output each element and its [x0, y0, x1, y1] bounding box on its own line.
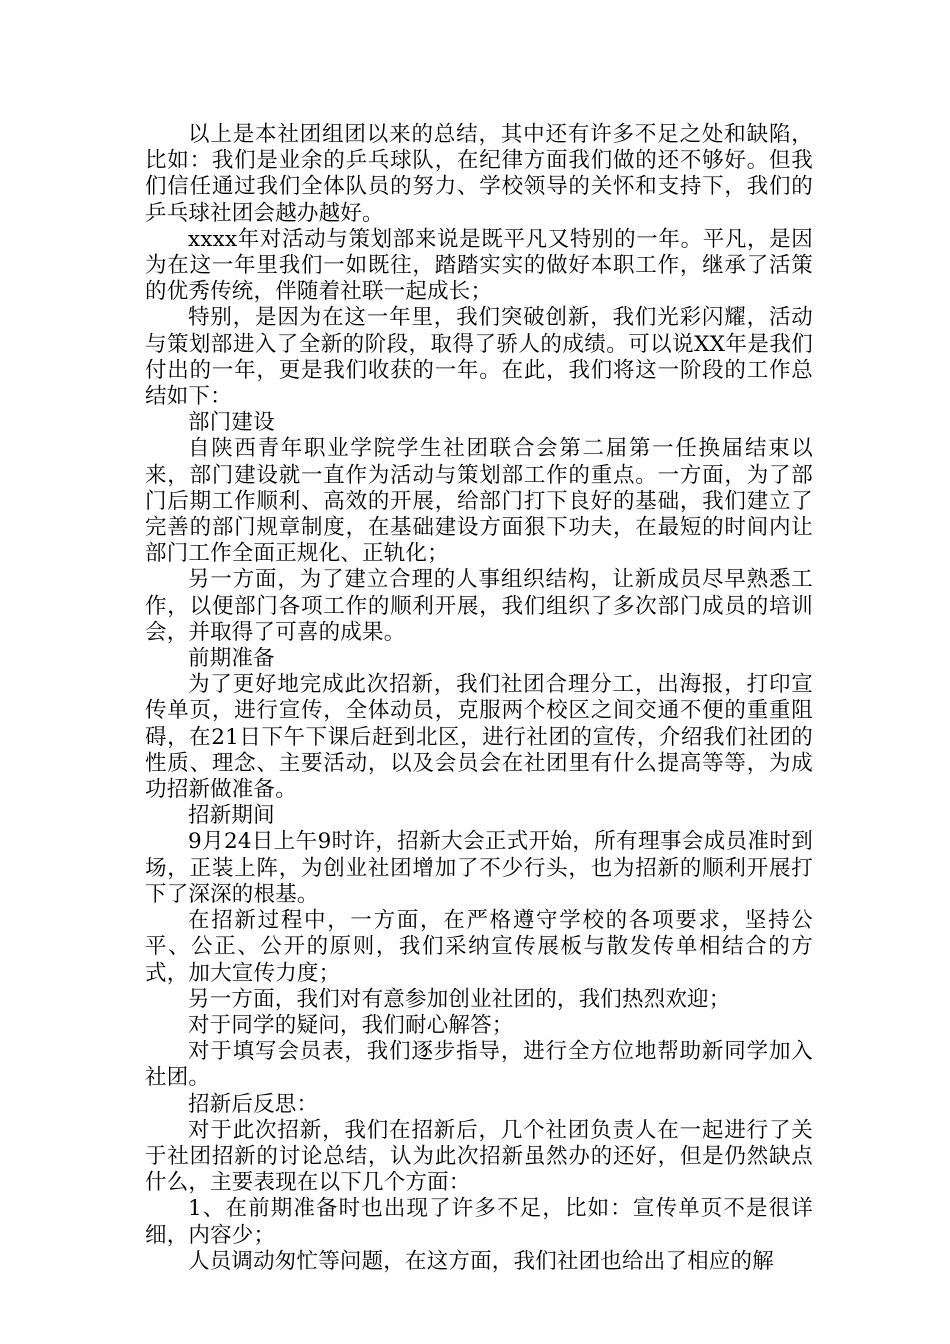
paragraph-member-form: 对于填写会员表，我们逐步指导，进行全方位地帮助新同学加入社团。	[145, 1039, 813, 1091]
paragraph-special: 特别，是因为在这一年里，我们突破创新，我们光彩闪耀，活动与策划部进入了全新的阶段，取得了骄人的成绩。可以说XX年是我们付出的一年，更是我们收获的一年。在此，我们将这一阶段的工作总结如下：	[145, 305, 813, 410]
paragraph-welcome: 另一方面，我们对有意参加创业社团的，我们热烈欢迎；	[188, 986, 731, 1012]
paragraph-recruitment-start: 9月24日上午9时许，招新大会正式开始，所有理事会成员准时到场，正装上阵，为创业社团增加了不少行头，也为招新的顺利开展打下了深深的根基。	[145, 829, 813, 907]
heading-recruitment-period: 招新期间	[188, 803, 275, 829]
paragraph-staffing: 人员调动匆忙等问题，在这方面，我们社团也给出了相应的解	[188, 1248, 774, 1274]
document-body	[145, 122, 813, 1275]
heading-department-building: 部门建设	[188, 410, 275, 436]
paragraph-summary: 以上是本社团组团以来的总结，其中还有许多不足之处和缺陷，比如：我们是业余的乒乓球队，在纪律方面我们做的还不够好。但我们信任通过我们全体队员的努力、学校领导的关怀和支持下，我们的乒乓球社团会越办越好。	[145, 122, 813, 226]
heading-preparation: 前期准备	[188, 646, 275, 672]
paragraph-shortcoming-1: 1、在前期准备时也出现了许多不足，比如：宣传单页不是很详细，内容少；	[145, 1196, 813, 1248]
heading-reflection: 招新后反思：	[188, 1091, 319, 1117]
paragraph-training: 另一方面，为了建立合理的人事组织结构，让新成员尽早熟悉工作，以便部门各项工作的顺利开展，我们组织了多次部门成员的培训会，并取得了可喜的成果。	[145, 567, 813, 645]
paragraph-year-intro: xxxx年对活动与策划部来说是既平凡又特别的一年。平凡，是因为在这一年里我们一如既往，踏踏实实的做好本职工作，继承了活策的优秀传统，伴随着社联一起成长；	[145, 226, 813, 305]
paragraph-preparation: 为了更好地完成此次招新，我们社团合理分工，出海报，打印宣传单页，进行宣传，全体动员，克服两个校区之间交通不便的重重阻碍，在21日下午下课后赶到北区，进行社团的宣传，介绍我们社团的性质、理念、主要活动，以及会员会在社团里有什么提高等等，为成功招新做准备。	[145, 672, 813, 803]
paragraph-questions: 对于同学的疑问，我们耐心解答；	[188, 1012, 514, 1038]
paragraph-reflection: 对于此次招新，我们在招新后，几个社团负责人在一起进行了关于社团招新的讨论总结，认为此次招新虽然办的还好，但是仍然缺点什么，主要表现在以下几个方面：	[145, 1117, 813, 1196]
paragraph-department-building: 自陕西青年职业学院学生社团联合会第二届第一任换届结束以来，部门建设就一直作为活动与策划部工作的重点。一方面，为了部门后期工作顺利、高效的开展，给部门打下良好的基础，我们建立了完善的部门规章制度，在基础建设方面狠下功夫，在最短的时间内让部门工作全面正规化、正轨化；	[145, 436, 813, 567]
paragraph-recruitment-process: 在招新过程中，一方面，在严格遵守学校的各项要求，坚持公平、公正、公开的原则，我们采纳宣传展板与散发传单相结合的方式，加大宣传力度；	[145, 908, 813, 986]
